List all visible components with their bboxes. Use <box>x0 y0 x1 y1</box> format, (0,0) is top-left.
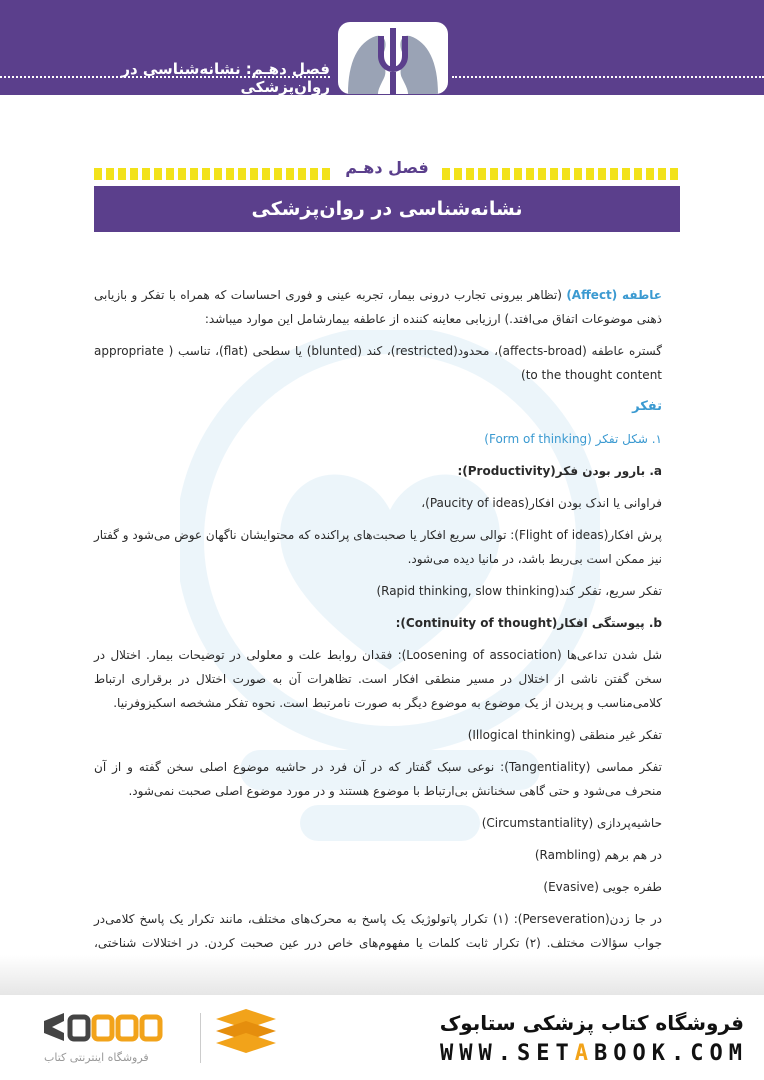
heading-productivity: a. بارور بودن فکر(Productivity): <box>457 464 662 478</box>
url-part-end: K.COM <box>651 1041 748 1066</box>
rapid-thinking-paragraph: تفکر سریع، تفکر کند(Rapid thinking, slow thinking) <box>376 584 662 598</box>
heading-continuity: b. پیوستگی افکار(Continuity of thought): <box>395 616 662 630</box>
affect-term: عاطفه (Affect) <box>566 288 662 302</box>
chapter-label: فصل دهـم <box>334 154 440 182</box>
footer-shadow <box>0 955 764 995</box>
footer-separator <box>200 1013 201 1063</box>
main-content <box>94 283 662 987</box>
illogical-paragraph: تفکر غیر منطقی (Illogical thinking) <box>467 728 662 742</box>
flight-of-ideas-paragraph: پرش افکار(Flight of ideas): توالی سریع افکار یا صحبت‌های پراکنده که محتوایشان ناگهان عوض می‌شود و گفتار نیز ممکن است بی‌ربط باشد، در مانیا دیده می‌شود. <box>94 528 662 566</box>
loosening-paragraph: شل شدن تداعی‌ها (Loosening of association): فقدان روابط علت و معلولی در توضیحات بیمار. اختلال در سخن گفتن ناشی از اختلال در مسیر منطقی افکار است. تظاهرات آن به صورت اختلال در برقراری ارتباط کلامی‌مناسب و پریدن از یک موضوع به موضوع دیگر به صورت نامرتبط است. نحوه تفکر مشخصه اسکیزوفرنیا. <box>94 648 662 710</box>
rambling-paragraph: در هم برهم (Rambling) <box>534 848 662 862</box>
running-title: فصل دهـم: نشانه‌شناسی در روان‌پزشکی <box>121 60 330 96</box>
paucity-paragraph: فراوانی یا اندک بودن افکار(Paucity of ideas)، <box>421 496 662 510</box>
footer <box>0 995 764 1080</box>
perseveration-paragraph: در جا زدن(Perseveration): (۱) تکرار پاتولوژیک یک پاسخ به محرک‌های مختلف، مانند تکرار یک پاسخ کلامی‌در جواب سؤالات مختلف. (۲) تکرار ثابت کلمات یا مفهوم‌های خاص درر عین صحبت کردن. در اختلالات شناختی، <box>94 912 662 950</box>
affect-paragraph <box>94 283 662 331</box>
url-part-oo: OO <box>613 1041 652 1066</box>
subsection-title-form: ۱. شکل تفکر (Form of thinking) <box>484 432 662 446</box>
circumstantiality-paragraph: حاشیه‌پردازی (Circumstantiality) <box>481 816 662 830</box>
store-name: فروشگاه کتاب پزشکی ستابوک <box>439 1011 744 1035</box>
logo-subtitle: فروشگاه اینترنتی کتاب <box>44 1051 149 1064</box>
evasive-paragraph: طفره جویی (Evasive) <box>543 880 662 894</box>
page-header <box>0 0 764 95</box>
affect-range-paragraph: گستره عاطفه (affects-broad)، محدود(restricted)، کند (blunted) یا سطحی (flat)، تناسب ( appropriate to the thought content) <box>94 344 663 382</box>
url-part-b: B <box>594 1041 614 1066</box>
chapter-title: نشانه‌شناسی در روان‌پزشکی <box>94 186 680 232</box>
psychology-logo-icon <box>338 22 448 94</box>
chapter-heading <box>94 158 680 232</box>
url-part-1: WWW.SET <box>440 1041 575 1066</box>
affect-definition: (تظاهر بیرونی تجارب درونی بیمار، تجربه عینی و فوری احساسات که همراه با تفکر و بازیابی ذهنی موضوعات اتفاق می‌افتد.) ارزیابی معاینه کننده از عاطفه بیمارشامل این موارد میباشد: <box>94 288 662 326</box>
url-part-a: A <box>574 1041 595 1066</box>
store-url[interactable] <box>440 1041 748 1066</box>
tangentiality-paragraph: تفکر مماسی (Tangentiality): نوعی سبک گفتار که در آن فرد در حاشیه موضوع اصلی سخن گفته و از آن منحرف می‌شود و حتی گاهی سخنانش بی‌ارتباط با موضوع هستند و در مورد موضوع اصلی صحبت نمی‌شود. <box>94 760 663 798</box>
header-dotted-line-right <box>452 76 764 78</box>
section-title-thinking: تفکر <box>632 399 662 414</box>
